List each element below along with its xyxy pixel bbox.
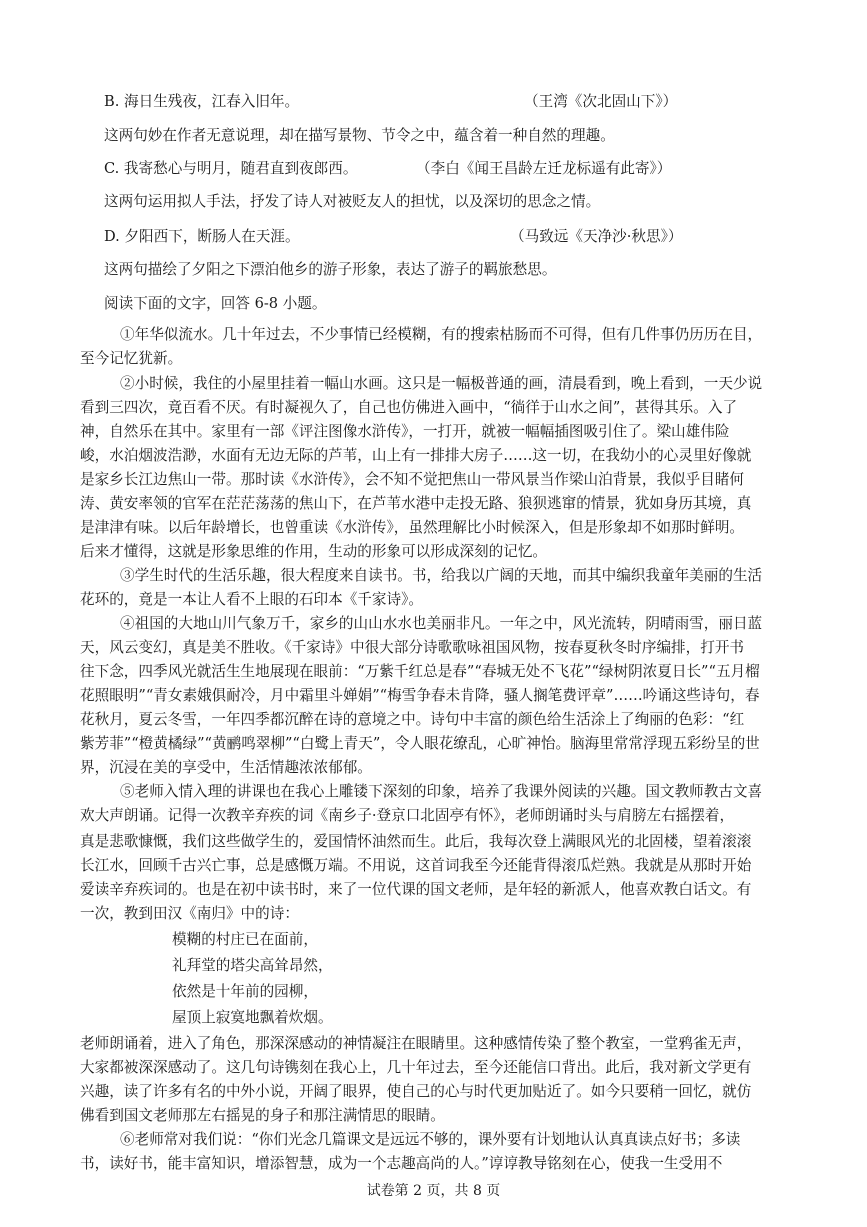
option-d-source: （马致远《天净沙·秋思》）: [510, 228, 683, 245]
passage-line: ⑥老师常对我们说：“你们光念几篇课文是远远不够的，课外要有计划地认认真真读点好书；多读: [120, 1131, 741, 1148]
passage-line: 紫芳菲”“橙黄橘绿”“黄鹂鸣翠柳”“白鹭上青天”，令人眼花缭乱，心旷神怡。脑海里常常浮现五彩纷呈的世: [80, 735, 760, 752]
option-c-source: （李白《闻王昌龄左迁龙标遥有此寄》）: [416, 160, 672, 177]
passage-line: 后来才懂得，这就是形象思维的作用，生动的形象可以形成深刻的记忆。: [80, 543, 548, 560]
option-b-line: B. 海日生残夜，江春入旧年。: [104, 93, 300, 110]
reading-instruction: 阅读下面的文字，回答 6-8 小题。: [104, 295, 327, 312]
passage-line: 老师朗诵着，进入了角色，那深深感动的神情凝注在眼睛里。这种感情传染了整个教室，一堂鸦雀无声，: [80, 1035, 752, 1052]
poem-line: 礼拜堂的塔尖高耸昂然，: [172, 957, 333, 974]
passage-line: 界，沉浸在美的享受中，生活情趣浓浓郁郁。: [80, 759, 372, 776]
page-footer: 试卷第 2 页，共 8 页: [366, 1183, 501, 1199]
passage-line: 涛、黄安率领的官军在茫茫荡荡的焦山下，在芦苇水港中走投无路、狼狈逃窜的情景，犹如身历其境，真: [80, 495, 752, 512]
poem-line: 模糊的村庄已在面前，: [172, 931, 318, 948]
passage-line: ③学生时代的生活乐趣，很大程度来自读书。书，给我以广阔的天地，而其中编织我童年美丽的生活: [120, 567, 763, 584]
passage-line: 天，风云变幻，真是美不胜收。《千家诗》中很大部分诗歌歌咏祖国风物，按春夏秋冬时序编排，打开书: [80, 639, 745, 656]
passage-line: 佛看到国文老师那左右摇晃的身子和那注满情思的眼睛。: [80, 1107, 445, 1124]
option-c-explain: 这两句运用拟人手法，抒发了诗人对被贬友人的担忧，以及深切的思念之情。: [104, 193, 601, 210]
passage-line: 至今记忆犹新。: [80, 350, 183, 367]
option-d-line: D. 夕阳西下，断肠人在天涯。: [104, 228, 300, 245]
passage-line: ⑤老师入情入理的讲课也在我心上雕镂下深刻的印象，培养了我课外阅读的兴趣。国文教师教古文喜: [120, 783, 763, 800]
option-d-explain: 这两句描绘了夕阳之下漂泊他乡的游子形象，表达了游子的羁旅愁思。: [104, 261, 557, 278]
passage-line: 长江水，回顾千古兴亡事，总是感慨万端。不用说，这首词我至今还能背得滚瓜烂熟。我就是从那时开始: [80, 857, 752, 874]
passage-line: ①年华似流水。几十年过去，不少事情已经模糊，有的搜索枯肠而不可得，但有几件事仍历历在目，: [120, 326, 763, 343]
poem-line: 屋顶上寂寞地飘着炊烟。: [172, 1009, 333, 1026]
passage-line: 一次，教到田汉《南归》中的诗：: [80, 905, 299, 922]
passage-line: 书，读好书，能丰富知识，增添智慧，成为一个志趣高尚的人。”谆谆教导铭刻在心，使我一生受用不: [80, 1155, 723, 1172]
passage-line: 爱读辛弃疾词的。也是在初中读书时，来了一位代课的国文老师，是年轻的新派人，他喜欢教白话文。有: [80, 881, 752, 898]
passage-line: 真是悲歌慷慨，我们这些做学生的，爱国情怀油然而生。此后，我每次登上满眼风光的北固楼，望着滚滚: [80, 833, 752, 850]
passage-line: 大家都被深深感动了。这几句诗镌刻在我心上，几十年过去，至今还能信口背出。此后，我对新文学更有: [80, 1059, 752, 1076]
poem-line: 依然是十年前的园柳，: [172, 983, 318, 1000]
option-b-source: （王湾《次北固山下》）: [524, 93, 678, 110]
passage-line: 是津津有味。以后年龄增长，也曾重读《水浒传》，虽然理解比小时候深入，但是形象却不如那时鲜明。: [80, 519, 745, 536]
passage-line: 花环的，竟是一本让人看不上眼的石印本《千家诗》。: [80, 591, 423, 608]
passage-line: 神，自然乐在其中。家里有一部《评注图像水浒传》，一打开，就被一幅幅插图吸引住了。梁山雄伟险: [80, 423, 730, 440]
passage-line: 峻，水泊烟波浩渺，水面有无边无际的芦苇，山上有一排排大房子……这一切，在我幼小的心灵里好像就: [80, 447, 752, 464]
passage-line: 看到三四次，竟百看不厌。有时凝视久了，自己也仿佛进入画中，“徜徉于山水之间”，甚得其乐。入了: [80, 399, 738, 416]
passage-line: 往下念，四季风光就活生生地展现在眼前：“万紫千红总是春”“春城无处不飞花”“绿树阴浓夏日长”“五月榴: [80, 663, 760, 680]
passage-line: 兴趣，读了许多有名的中外小说，开阔了眼界，使自己的心与时代更加贴近了。如今只要稍一回忆，就仿: [80, 1083, 752, 1100]
passage-line: 欢大声朗诵。记得一次教辛弃疾的词《南乡子·登京口北固亭有怀》，老师朗诵时头与肩膀左右摇摆着，: [80, 807, 735, 824]
option-c-line: C. 我寄愁心与明月，随君直到夜郎西。: [104, 160, 358, 177]
option-b-explain: 这两句妙在作者无意说理，却在描写景物、节令之中，蕴含着一种自然的理趣。: [104, 127, 615, 144]
passage-line: ②小时候，我住的小屋里挂着一幅山水画。这只是一幅极普通的画，清晨看到，晚上看到，一天少说: [120, 375, 763, 392]
passage-line: ④祖国的大地山川气象万千，家乡的山山水水也美丽非凡。一年之中，风光流转，阴晴雨雪，丽日蓝: [120, 615, 763, 632]
passage-line: 是家乡长江边焦山一带。那时读《水浒传》，会不知不觉把焦山一带风景当作梁山泊背景，我似乎目睹何: [80, 471, 745, 488]
passage-line: 花照眼明”“青女素娥俱耐冷，月中霜里斗婵娟”“梅雪争春未肯降，骚人搁笔费评章”……吟诵这些诗句，春: [80, 687, 760, 704]
passage-line: 花秋月，夏云冬雪，一年四季都沉醉在诗的意境之中。诗句中丰富的颜色给生活涂上了绚丽的色彩：“红: [80, 711, 745, 728]
